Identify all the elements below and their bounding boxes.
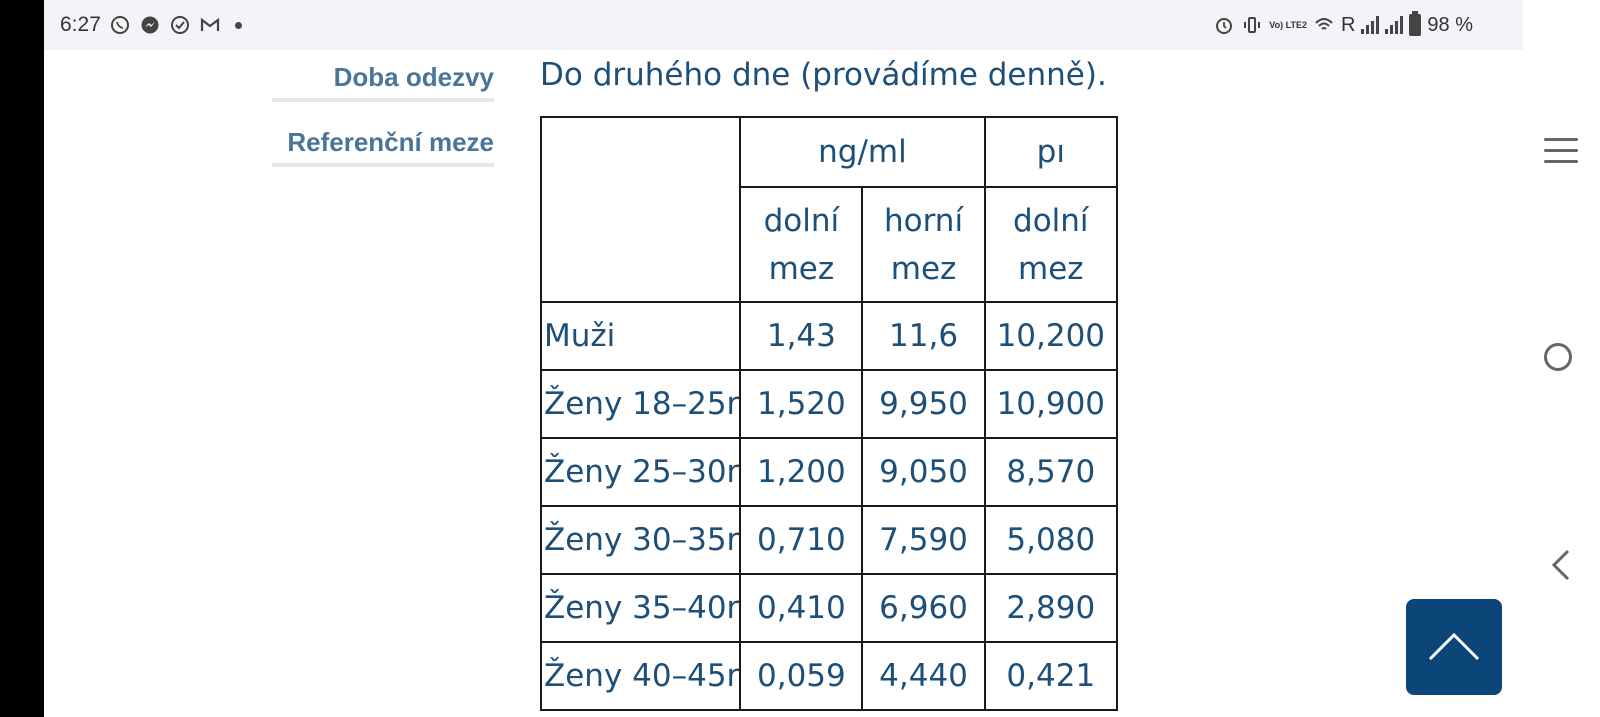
roaming-indicator: R: [1340, 13, 1356, 36]
sub-header-line: dolní: [763, 202, 840, 239]
sub-header-lower-1: [740, 187, 862, 302]
table-cell: 1,520: [740, 370, 862, 438]
table-cell: 0,710: [740, 506, 862, 574]
row-label: Ženy 25–30r: [541, 438, 740, 506]
row-label: Ženy 30–35r: [541, 506, 740, 574]
table-cell: 4,440: [862, 642, 984, 710]
sub-header-line: horní: [883, 202, 964, 239]
table-row: [541, 302, 1117, 370]
table-row: [541, 370, 1117, 438]
table-cell: 1,43: [740, 302, 862, 370]
volte-indicator: Vo) LTE2: [1269, 19, 1307, 30]
alarm-icon: [1213, 14, 1235, 36]
table-cell: 0,410: [740, 574, 862, 642]
menu-icon[interactable]: [1544, 138, 1578, 164]
table-cell: 5,080: [985, 506, 1117, 574]
messenger-icon: [139, 14, 161, 36]
menu-line: [1544, 149, 1578, 152]
table-cell: 1,200: [740, 438, 862, 506]
table-row: [541, 574, 1117, 642]
chevron-up-icon: [1424, 627, 1484, 667]
sub-header-lower-2: [985, 187, 1117, 302]
battery-percent: 98 %: [1427, 13, 1473, 36]
table-row: [541, 506, 1117, 574]
table-cell: 2,890: [985, 574, 1117, 642]
reference-table: [540, 116, 1118, 711]
battery-icon: [1409, 14, 1421, 36]
label-reference-limits: Referenční meze: [272, 125, 494, 167]
table-corner-cell: [541, 117, 740, 302]
table-header-row-units: [541, 117, 1117, 187]
status-bar: [44, 0, 1523, 50]
table-cell: 9,050: [862, 438, 984, 506]
table-row: [541, 438, 1117, 506]
response-time-value: Do druhého dne (provádíme denně).: [540, 57, 1107, 93]
status-left: [44, 13, 242, 37]
sub-header-line: mez: [768, 250, 835, 287]
table-cell: 0,059: [740, 642, 862, 710]
table-cell: 8,570: [985, 438, 1117, 506]
whatsapp-icon: [109, 14, 131, 36]
label-response-time: Doba odezvy: [272, 56, 494, 102]
wifi-icon: [1313, 14, 1335, 36]
reference-table-container[interactable]: [540, 116, 1118, 717]
row-label: Ženy 40–45r: [541, 642, 740, 710]
more-notifications-dot: [235, 22, 242, 29]
sub-header-line: mez: [1018, 250, 1084, 287]
table-cell: 10,900: [985, 370, 1117, 438]
sub-header-line: mez: [890, 250, 957, 287]
row-label: Ženy 35–40r: [541, 574, 740, 642]
table-row: [541, 642, 1117, 710]
table-cell: 6,960: [862, 574, 984, 642]
table-cell: 7,590: [862, 506, 984, 574]
left-black-bar: [0, 0, 44, 717]
scroll-to-top-button[interactable]: [1406, 599, 1502, 695]
table-cell: 0,421: [985, 642, 1117, 710]
signal-icon: [1361, 16, 1379, 34]
menu-line: [1544, 160, 1578, 163]
menu-line: [1544, 138, 1578, 141]
sub-header-upper-1: [862, 187, 984, 302]
home-icon[interactable]: [1544, 343, 1572, 371]
sub-header-line: dolní: [1013, 202, 1089, 239]
status-time: 6:27: [60, 13, 101, 36]
unit-header-second: pı: [985, 117, 1117, 187]
unit-header-ngml: ng/ml: [740, 117, 984, 187]
gmail-icon: [199, 14, 221, 36]
status-right: [1213, 14, 1523, 37]
back-icon[interactable]: [1549, 548, 1573, 582]
check-circle-icon: [169, 14, 191, 36]
row-label: Muži: [541, 302, 740, 370]
table-cell: 9,950: [862, 370, 984, 438]
signal-icon-2: [1385, 16, 1403, 34]
section-labels: [272, 56, 494, 190]
table-cell: 10,200: [985, 302, 1117, 370]
row-label: Ženy 18–25r: [541, 370, 740, 438]
table-cell: 11,6: [862, 302, 984, 370]
vibrate-icon: [1241, 14, 1263, 36]
